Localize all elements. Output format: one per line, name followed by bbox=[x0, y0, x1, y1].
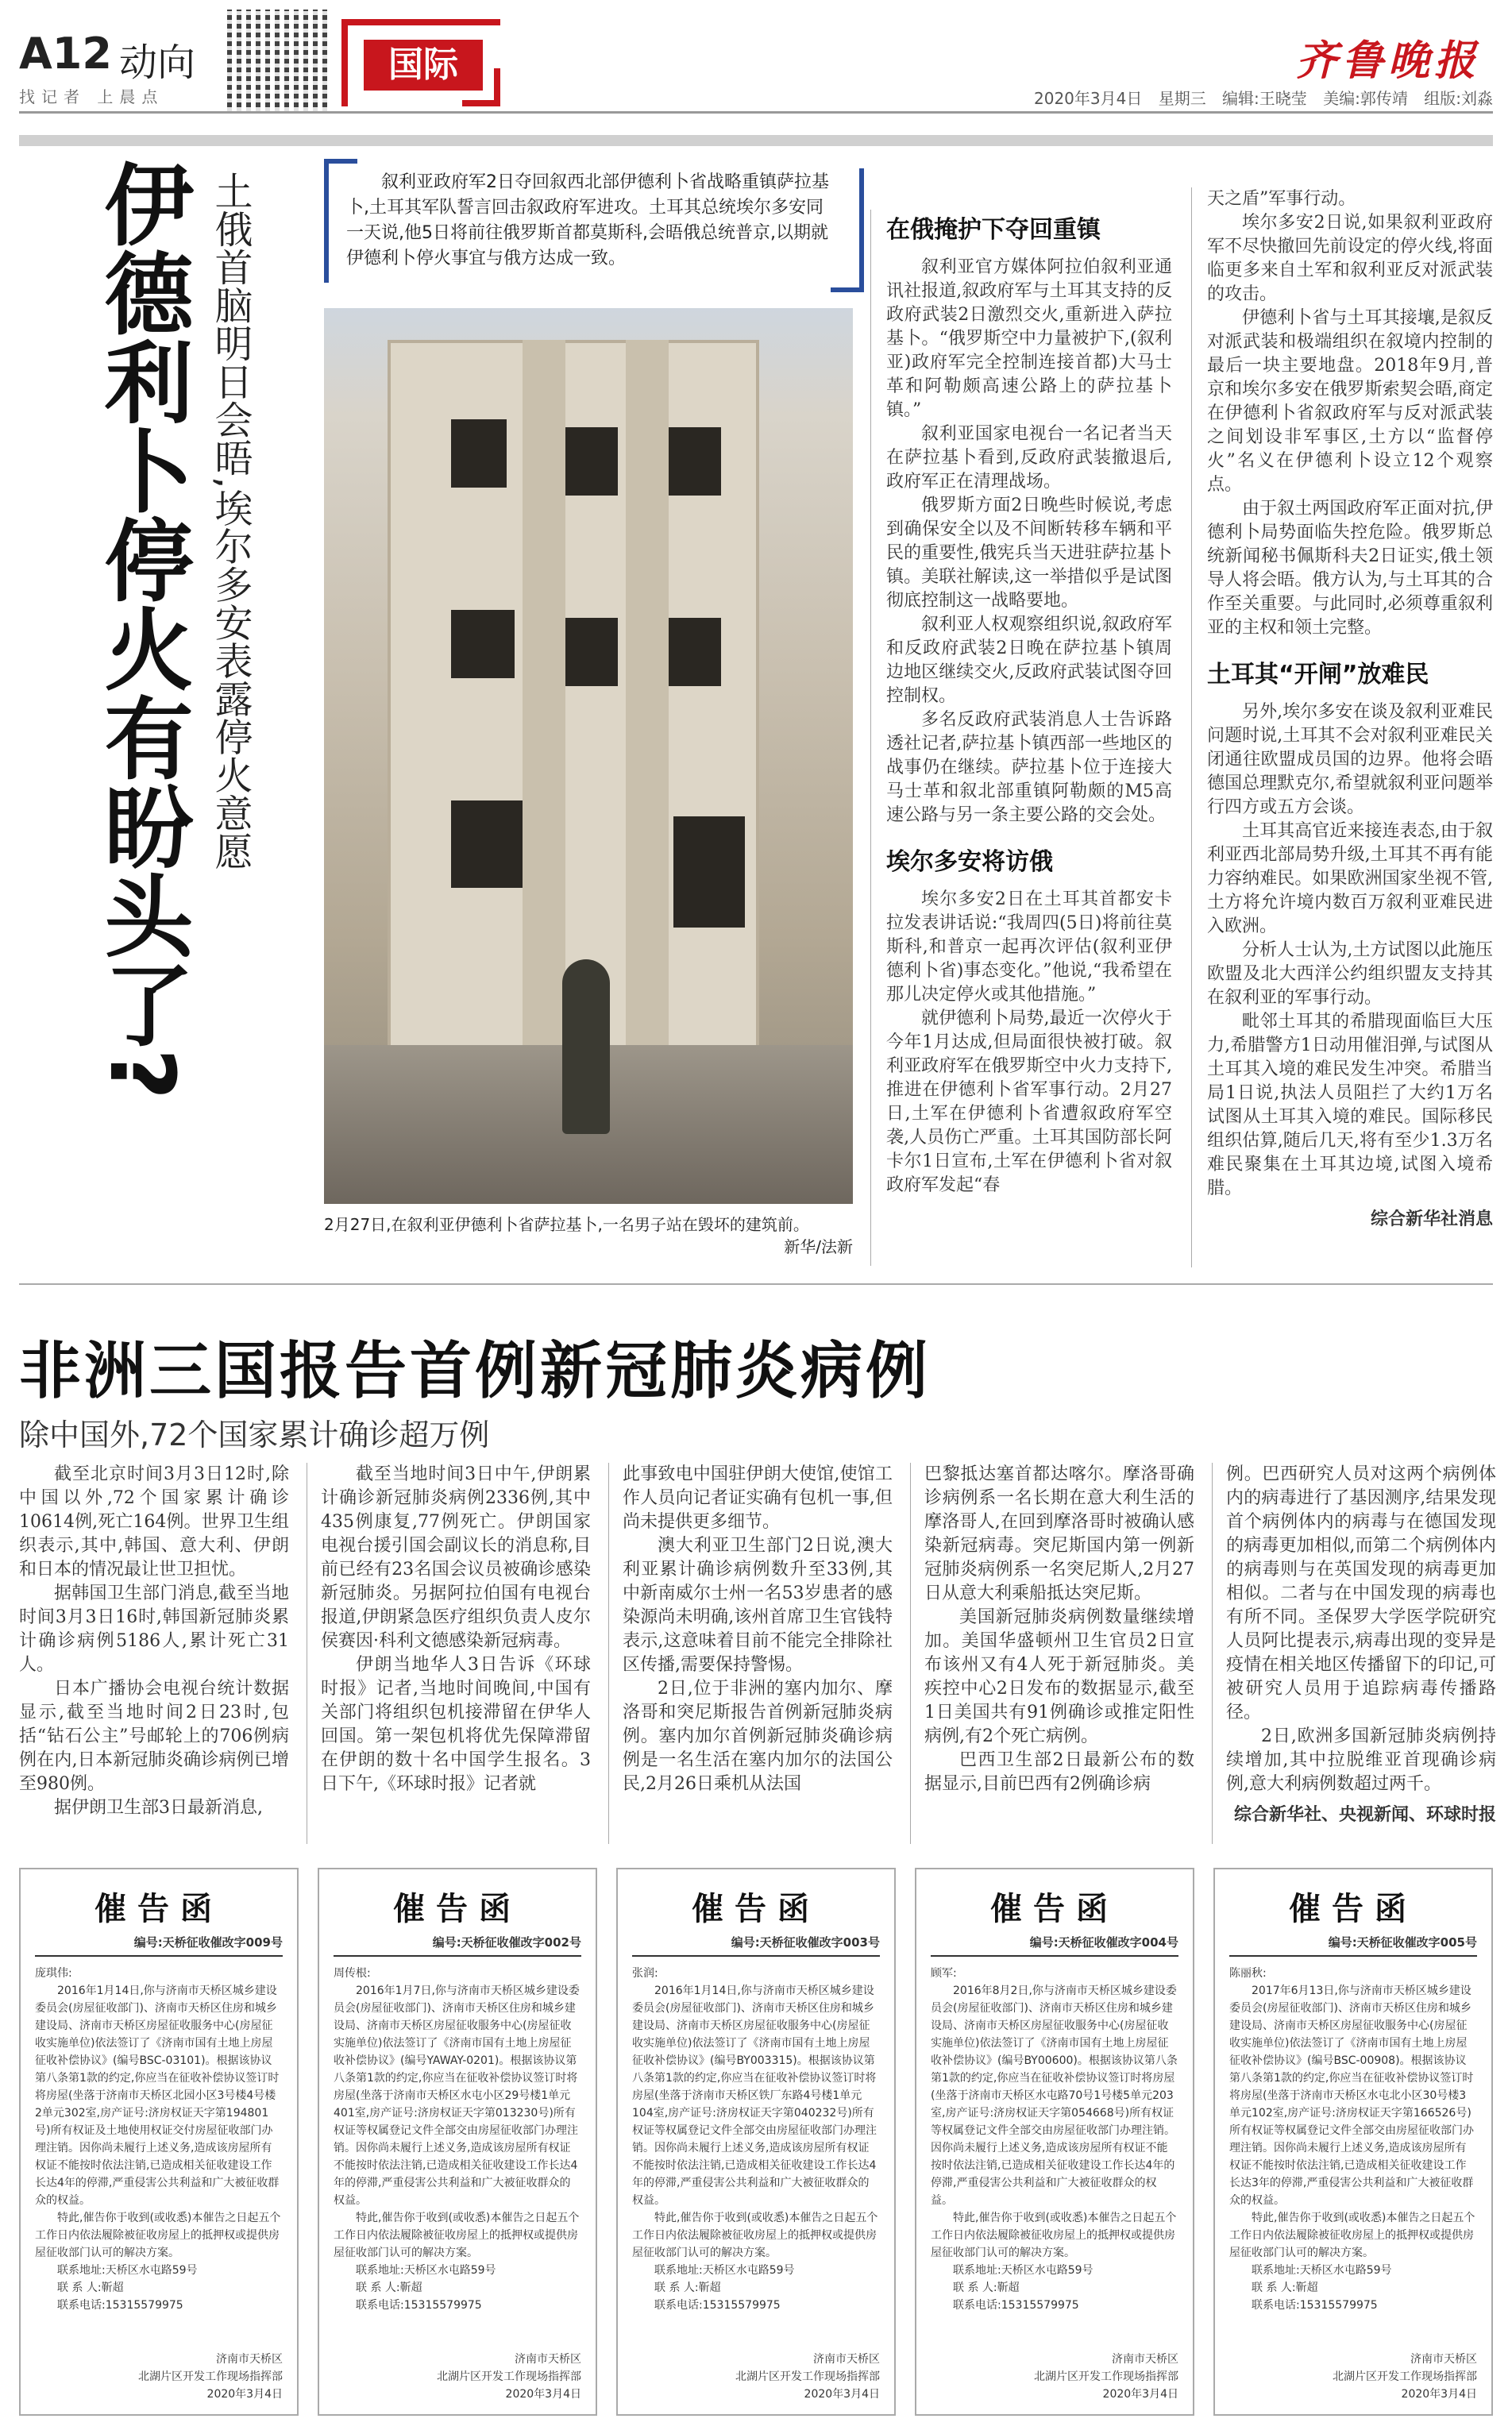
paragraph: 分析人士认为,土方试图以此施压欧盟及北大西洋公约组织盟友支持其在叙利亚的军事行动。 bbox=[1207, 940, 1493, 1008]
notice-request: 特此,催告你于收到(或收悉)本催告之日起五个工作日内依法履除被征收房屋上的抵押权或提供房屋征收部门认可的解决方案。 bbox=[931, 2212, 1177, 2259]
notice-phone: 联系电话:15315579975 bbox=[953, 2299, 1079, 2312]
paragraph: 叙利亚人权观察组织说,叙政府军和反政府武装2日晚在萨拉基卜镇周边地区继续交火,反政府武装试图夺回控制权。 bbox=[886, 615, 1172, 706]
notice-title: 催告函 bbox=[990, 1891, 1119, 1927]
paragraph: 据伊朗卫生部3日最新消息, bbox=[54, 1798, 263, 1818]
subhead-3: 土耳其“开闸”放难民 bbox=[1207, 661, 1429, 689]
headline: 伊德利卜停火有盼头了? bbox=[90, 159, 193, 1100]
notice-request: 特此,催告你于收到(或收悉)本催告之日起五个工作日内依法履除被征收房屋上的抵押权或提供房屋征收部门认可的解决方案。 bbox=[632, 2212, 878, 2259]
lead-box bbox=[324, 159, 864, 292]
notice-phone: 联系电话:15315579975 bbox=[654, 2299, 781, 2312]
notice-body: 2017年6月13日,你与济南市天桥区城乡建设委员会(房屋征收部门)、济南市天桥区住房和城乡建设局、济南市天桥区房屋征收服务中心(房屋征收实施单位)依法签订了《济南市国有土地上房屋征收补偿协议》(编号BSC-00908)。根据该协议第八条第1款的约定,你应当在征收补偿协议签订时将房屋(坐落于济南市天桥区水屯北小区30号楼3单元102室,房产证号:济房权证天字第166526号)所有权证等权属登记文件全部交由房屋征收部门办理注销。因你尚未履行上述义务,造成该房屋所有权证不能按时依法注销,已造成相关征收建设工作长达3年的停滞,严重侵害公共利益和广大被征收群众的权益。 bbox=[1229, 1985, 1474, 2207]
notice-org-unit: 北湖片区开发工作现场指挥部 bbox=[437, 2370, 581, 2383]
notice-contact: 联 系 人:靳超 bbox=[654, 2282, 721, 2294]
story-2-headline: 非洲三国报告首例新冠肺炎病例 bbox=[19, 1336, 932, 1407]
notice-body: 2016年1月14日,你与济南市天桥区城乡建设委员会(房屋征收部门)、济南市天桥区住房和城乡建设局、济南市天桥区房屋征收服务中心(房屋征收实施单位)依法签订了《济南市国有土地上房屋征收补偿协议》(编号BSC-03101)。根据该协议第八条第1款的约定,你应当在征收补偿协议签订时将房屋(坐落于济南市天桥区北园小区3号楼4号楼2单元302室,房产证号:济房权证天字第194801号)所有权证及土地使用权证交付房屋征收部门办理注销。因你尚未履行上述义务,造成该房屋所有权证不能按时依法注销,已造成相关征收建设工作长达4年的停滞,严重侵害公共利益和广大被征收群众的权益。 bbox=[35, 1985, 280, 2207]
notice-card bbox=[318, 1868, 597, 2416]
paragraph: 据韩国卫生部门消息,截至当地时间3月3日16时,韩国新冠肺炎累计确诊病例5186人,累计死亡31人。 bbox=[19, 1583, 289, 1675]
story-2-subheadline: 除中国外,72个国家累计确诊超万例 bbox=[19, 1418, 490, 1452]
paragraph: 埃尔多安2日在土耳其首都安卡拉发表讲话说:“我周四(5日)将前往莫斯科,和普京一起再次评估(叙利亚伊德利卜省)事态变化。”他说,“我希望在那儿决定停火或其他措施。” bbox=[886, 889, 1172, 1005]
paragraph: 日本广播协会电视台统计数据显示,截至当地时间2日23时,包括“钻石公主”号邮轮上的706例病例在内,日本新冠肺炎确诊病例已增至980例。 bbox=[19, 1679, 289, 1794]
story-2-column-3 bbox=[623, 1463, 893, 1796]
story-2-column-5 bbox=[1226, 1463, 1496, 1826]
notice-org-unit: 北湖片区开发工作现场指挥部 bbox=[1333, 2370, 1477, 2383]
source-signature: 综合新华社消息 bbox=[1370, 1209, 1493, 1229]
slogan: 找记者 上晨点 bbox=[19, 87, 164, 106]
paragraph: 此事致电中国驻伊朗大使馆,使馆工作人员向记者证实确有包机一事,但尚未提供更多细节。 bbox=[623, 1464, 893, 1532]
notice-number: 编号:天桥征收催改字005号 bbox=[1229, 1934, 1477, 1957]
section-tag bbox=[341, 19, 500, 106]
notice-org-unit: 北湖片区开发工作现场指挥部 bbox=[138, 2370, 283, 2383]
notice-request: 特此,催告你于收到(或收悉)本催告之日起五个工作日内依法履除被征收房屋上的抵押权或提供房屋征收部门认可的解决方案。 bbox=[334, 2212, 580, 2259]
story-divider bbox=[19, 1283, 1493, 1285]
notice-recipient: 张润: bbox=[632, 1967, 658, 1980]
notice-contact: 联 系 人:靳超 bbox=[953, 2282, 1020, 2294]
notice-contact: 联 系 人:靳超 bbox=[57, 2282, 124, 2294]
notice-phone: 联系电话:15315579975 bbox=[57, 2299, 183, 2312]
notice-org: 济南市天桥区 bbox=[216, 2353, 283, 2366]
notice-title: 催告函 bbox=[1289, 1891, 1418, 1927]
paragraph: 叙利亚国家电视台一名记者当天在萨拉基卜看到,反政府武装撤退后,政府军正在清理战场。 bbox=[886, 424, 1172, 492]
paragraph: 由于叙土两国政府军正面对抗,伊德利卜局势面临失控危险。俄罗斯总统新闻秘书佩斯科夫2日证实,俄土领导人将会晤。俄方认为,与土耳其的合作至关重要。与此同时,必须尊重叙利亚的主权和领土完整。 bbox=[1207, 499, 1493, 638]
column-divider bbox=[910, 1463, 911, 1844]
notice-number: 编号:天桥征收催改字004号 bbox=[931, 1934, 1178, 1957]
notice-contact: 联 系 人:靳超 bbox=[1252, 2282, 1318, 2294]
notice-org-unit: 北湖片区开发工作现场指挥部 bbox=[735, 2370, 880, 2383]
notice-address: 联系地址:天桥区水屯路59号 bbox=[57, 2264, 198, 2277]
qr-code-icon[interactable] bbox=[227, 10, 329, 111]
paragraph: 截至当地时间3日中午,伊朗累计确诊新冠肺炎病例2336例,其中435例康复,77例死亡。伊朗国家电视台援引国会副议长的消息称,目前已经有23名国会议员被确诊感染新冠肺炎。另据阿拉伯国有电视台报道,伊朗紧急医疗组织负责人皮尔侯赛因·科利文德感染新冠病毒。 bbox=[321, 1464, 591, 1651]
notice-phone: 联系电话:15315579975 bbox=[356, 2299, 482, 2312]
photo-credit: 新华/法新 bbox=[784, 1237, 853, 1256]
notice-title: 催告函 bbox=[393, 1891, 522, 1927]
paragraph: 叙利亚官方媒体阿拉伯叙利亚通讯社报道,叙政府军与土耳其支持的反政府武装2日激烈交火,重新进入萨拉基卜。“俄罗斯空中力量被护下,(叙利亚)政府军完全控制连接首都)大马士革和阿勒颇高速公路上的萨拉基卜镇。” bbox=[886, 257, 1172, 420]
notice-phone: 联系电话:15315579975 bbox=[1252, 2299, 1378, 2312]
paragraph: 俄罗斯方面2日晚些时候说,考虑到确保安全以及不间断转移车辆和平民的重要性,俄宪兵当天进驻萨拉基卜镇。美联社解读,这一举措似乎是试图彻底控制这一战略要地。 bbox=[886, 496, 1172, 611]
story-2-column-4 bbox=[924, 1463, 1194, 1796]
notice-request: 特此,催告你于收到(或收悉)本催告之日起五个工作日内依法履除被征收房屋上的抵押权或提供房屋征收部门认可的解决方案。 bbox=[35, 2212, 281, 2259]
notice-recipient: 庞琪伟: bbox=[35, 1967, 72, 1980]
paragraph: 2日,欧洲多国新冠肺炎病例持续增加,其中拉脱维亚首现确诊病例,意大利病例数超过两千。 bbox=[1226, 1726, 1496, 1794]
notice-org-unit: 北湖片区开发工作现场指挥部 bbox=[1034, 2370, 1178, 2383]
paragraph: 巴黎抵达塞首都达喀尔。摩洛哥确诊病例系一名长期在意大利生活的摩洛哥人,在回到摩洛哥时被确认感染新冠病毒。突尼斯国内第一例新冠肺炎病例系一名突尼斯人,2月27日从意大利乘船抵达突尼斯。 bbox=[924, 1464, 1194, 1603]
notice-org: 济南市天桥区 bbox=[1410, 2353, 1477, 2366]
article-column-2 bbox=[1207, 187, 1493, 1230]
subhead-2: 埃尔多安将访俄 bbox=[886, 848, 1053, 876]
paragraph: 埃尔多安2日说,如果叙利亚政府军不尽快撤回先前设定的停火线,将面临更多来自土军和叙利亚反对派武装的攻击。 bbox=[1207, 213, 1493, 304]
notice-recipient: 周传根: bbox=[334, 1967, 371, 1980]
column-divider bbox=[1191, 187, 1192, 1267]
notice-contact: 联 系 人:靳超 bbox=[356, 2282, 422, 2294]
notice-date: 2020年3月4日 bbox=[505, 2388, 581, 2401]
man-figure bbox=[562, 959, 610, 1134]
notice-date: 2020年3月4日 bbox=[804, 2388, 880, 2401]
subhead-1: 在俄掩护下夺回重镇 bbox=[886, 216, 1101, 244]
story-2-column-1 bbox=[19, 1463, 289, 1820]
article-column-1 bbox=[886, 210, 1172, 1198]
lead-text: 叙利亚政府军2日夺回叙西北部伊德利卜省战略重镇萨拉基卜,土耳其军队誓言回击叙政府军进攻。土耳其总统埃尔多安同一天说,他5日将前往俄罗斯首都莫斯科,会晤俄总统普京,以期就伊德利卜停火事宜与俄方达成一致。 bbox=[346, 172, 829, 268]
paragraph: 伊德利卜省与土耳其接壤,是叙反对派武装和极端组织在叙境内控制的最后一块主要地盘。2018年9月,普京和埃尔多安在俄罗斯索契会晤,商定在伊德利卜省叙政府军与反对派武装之间划设非军事区,土方以“监督停火”名义在伊德利卜设立12个观察点。 bbox=[1207, 308, 1493, 495]
notice-address: 联系地址:天桥区水屯路59号 bbox=[654, 2264, 795, 2277]
paragraph: 土耳其高官近来接连表态,由于叙利亚西北部局势升级,土耳其不再有能力容纳难民。如果欧洲国家坐视不管,土方将允许境内数百万叙利亚难民进入欧洲。 bbox=[1207, 821, 1493, 936]
column-divider bbox=[870, 210, 871, 1266]
notice-body: 2016年1月14日,你与济南市天桥区城乡建设委员会(房屋征收部门)、济南市天桥区住房和城乡建设局、济南市天桥区房屋征收服务中心(房屋征收实施单位)依法签订了《济南市国有土地上房屋征收补偿协议》(编号BY003315)。根据该协议第八条第1款的约定,你应当在征收补偿协议签订时将房屋(坐落于济南市天桥区铁厂东路4号楼1单元104室,房产证号:济房权证天字第040232号)所有权证等权属登记文件全部交由房屋征收部门办理注销。因你尚未履行上述义务,造成该房屋所有权证不能按时依法注销,已造成相关征收建设工作长达4年的停滞,严重侵害公共利益和广大被征收群众的权益。 bbox=[632, 1985, 877, 2207]
paragraph: 巴西卫生部2日最新公布的数据显示,目前巴西有2例确诊病 bbox=[924, 1750, 1194, 1794]
column-divider bbox=[1212, 1463, 1213, 1844]
header-divider bbox=[19, 111, 1493, 114]
notice-date: 2020年3月4日 bbox=[1102, 2388, 1178, 2401]
paragraph: 美国新冠肺炎病例数量继续增加。美国华盛顿州卫生官员2日宣布该州又有4人死于新冠肺炎。美疾控中心2日发布的数据显示,截至1日美国共有91例确诊或推定阳性病例,有2个死亡病例。 bbox=[924, 1607, 1194, 1746]
paragraph: 毗邻土耳其的希腊现面临巨大压力,希腊警方1日动用催泪弹,与试图从土耳其入境的难民发生冲突。希腊当局1日说,执法人员阻拦了大约1万名试图从土耳其入境的难民。国际移民组织估算,随后几天,将有至少1.3万名难民聚集在土耳其边境,试图入境希腊。 bbox=[1207, 1012, 1493, 1198]
photo-caption bbox=[324, 1213, 853, 1258]
paragraph: 多名反政府武装消息人士告诉路透社记者,萨拉基卜镇西部一些地区的战事仍在继续。萨拉基卜位于连接大马士革和叙北部重镇阿勒颇的M5高速公路与另一条主要公路的交会处。 bbox=[886, 710, 1172, 825]
notice-date: 2020年3月4日 bbox=[1401, 2388, 1477, 2401]
notice-title: 催告函 bbox=[692, 1891, 820, 1927]
notice-date: 2020年3月4日 bbox=[206, 2388, 283, 2401]
notice-request: 特此,催告你于收到(或收悉)本催告之日起五个工作日内依法履除被征收房屋上的抵押权或提供房屋征收部门认可的解决方案。 bbox=[1229, 2212, 1475, 2259]
notice-org: 济南市天桥区 bbox=[515, 2353, 581, 2366]
notice-recipient: 顾军: bbox=[931, 1967, 957, 1980]
notice-recipient: 陈丽秋: bbox=[1229, 1967, 1267, 1980]
newspaper-logo: 齐鲁晚报 bbox=[1295, 37, 1480, 85]
caption-text: 2月27日,在叙利亚伊德利卜省萨拉基卜,一名男子站在毁坏的建筑前。 bbox=[324, 1215, 809, 1234]
paragraph: 就伊德利卜局势,最近一次停火于今年1月达成,但局面很快被打破。叙利亚政府军在俄罗斯空中火力支持下,推进在伊德利卜省军事行动。2月27日,土军在伊德利卜省遭叙政府军空袭,人员伤亡严重。土耳其国防部长阿卡尔1日宣布,土军在伊德利卜省对叙政府军发起“春 bbox=[886, 1009, 1172, 1195]
story-2-signature: 综合新华社、央视新闻、环球时报 bbox=[1233, 1805, 1496, 1825]
notice-address: 联系地址:天桥区水屯路59号 bbox=[953, 2264, 1094, 2277]
story-2-column-2 bbox=[321, 1463, 591, 1796]
legal-notices bbox=[19, 1868, 1493, 2416]
paragraph: 伊朗当地华人3日告诉《环球时报》记者,当地时间晚间,中国有关部门将组织包机接滞留在伊华人回国。第一架包机将优先保障滞留在伊朗的数十名中国学生报名。3日下午,《环球时报》记者就 bbox=[321, 1655, 591, 1794]
notice-address: 联系地址:天桥区水屯路59号 bbox=[1252, 2264, 1392, 2277]
paragraph: 天之盾”军事行动。 bbox=[1207, 189, 1356, 209]
notice-title: 催告函 bbox=[94, 1891, 223, 1927]
notice-card bbox=[616, 1868, 896, 2416]
issue-meta: 2020年3月4日 星期三 编辑:王晓莹 美编:郭传靖 组版:刘淼 bbox=[1034, 89, 1493, 108]
notice-number: 编号:天桥征收催改字003号 bbox=[632, 1934, 880, 1957]
notice-body: 2016年1月7日,你与济南市天桥区城乡建设委员会(房屋征收部门)、济南市天桥区住房和城乡建设局、济南市天桥区房屋征收服务中心(房屋征收实施单位)依法签订了《济南市国有土地上房屋征收补偿协议》(编号YAWAY-0201)。根据该协议第八条第1款的约定,你应当在征收补偿协议签订时将房屋(坐落于济南市天桥区水屯小区29号楼1单元401室,房产证号:济房权证天字第013230号)所有权证等权属登记文件全部交由房屋征收部门办理注销。因你尚未履行上述义务,造成该房屋所有权证不能按时依法注销,已造成相关征收建设工作长达4年的停滞,严重侵害公共利益和广大被征收群众的权益。 bbox=[334, 1985, 580, 2207]
news-photo[interactable] bbox=[324, 308, 853, 1204]
section-name: 动向 bbox=[119, 41, 196, 85]
notice-card bbox=[915, 1868, 1194, 2416]
section-tag-label: 国际 bbox=[364, 40, 483, 91]
notice-org: 济南市天桥区 bbox=[1112, 2353, 1178, 2366]
paragraph: 截至北京时间3月3日12时,除中国以外,72个国家累计确诊10614例,死亡164例。世界卫生组织表示,其中,韩国、意大利、伊朗和日本的情况最让世卫担忧。 bbox=[19, 1464, 289, 1580]
column-divider bbox=[608, 1463, 609, 1844]
paragraph: 例。巴西研究人员对这两个病例体内的病毒进行了基因测序,结果发现首个病例体内的病毒与在德国发现的病毒更加相似,而第二个病例体内的病毒则与在英国发现的病毒更加相似。二者与在中国发现的病毒也有所不同。圣保罗大学医学院研究人员阿比提表示,病毒出现的变异是疫情在相关地区传播留下的印记,可被研究人员用于追踪病毒传播路径。 bbox=[1226, 1464, 1496, 1722]
notice-number: 编号:天桥征收催改字002号 bbox=[334, 1934, 581, 1957]
notice-card bbox=[19, 1868, 299, 2416]
paragraph: 澳大利亚卫生部门2日说,澳大利亚累计确诊病例数升至33例,其中新南威尔士州一名53岁患者的感染源尚未明确,该州首席卫生官钱特表示,这意味着目前不能完全排除社区传播,需要保持警惕。 bbox=[623, 1536, 893, 1675]
notice-org: 济南市天桥区 bbox=[813, 2353, 880, 2366]
notice-body: 2016年8月2日,你与济南市天桥区城乡建设委员会(房屋征收部门)、济南市天桥区住房和城乡建设局、济南市天桥区房屋征收服务中心(房屋征收实施单位)依法签订了《济南市国有土地上房屋征收补偿协议》(编号BY00600)。根据该协议第八条第1款的约定,你应当在征收补偿协议签订时将房屋(坐落于济南市天桥区水屯路70号1号楼5单元203室,房产证号:济房权证天字第054668号)所有权证等权属登记文件全部交由房屋征收部门办理注销。因你尚未履行上述义务,造成该房屋所有权证不能按时依法注销,已造成相关征收建设工作长达4年的停滞,严重侵害公共利益和广大被征收群众的权益。 bbox=[931, 1985, 1178, 2207]
paragraph: 2日,位于非洲的塞内加尔、摩洛哥和突尼斯报告首例新冠肺炎病例。塞内加尔首例新冠肺炎确诊病例是一名生活在塞内加尔的法国公民,2月26日乘机从法国 bbox=[623, 1679, 893, 1794]
page-number: A12 bbox=[19, 29, 112, 79]
subheadline: 土俄首脑明日会晤,埃尔多安表露停火意愿 bbox=[208, 172, 253, 870]
notice-card bbox=[1213, 1868, 1493, 2416]
notice-number: 编号:天桥征收催改字009号 bbox=[35, 1934, 283, 1957]
section-rule bbox=[19, 135, 1493, 146]
notice-address: 联系地址:天桥区水屯路59号 bbox=[356, 2264, 496, 2277]
paragraph: 另外,埃尔多安在谈及叙利亚难民问题时说,土耳其不会对叙利亚难民关闭通往欧盟成员国的边界。他将会晤德国总理默克尔,希望就叙利亚问题举行四方或五方会谈。 bbox=[1207, 702, 1493, 817]
